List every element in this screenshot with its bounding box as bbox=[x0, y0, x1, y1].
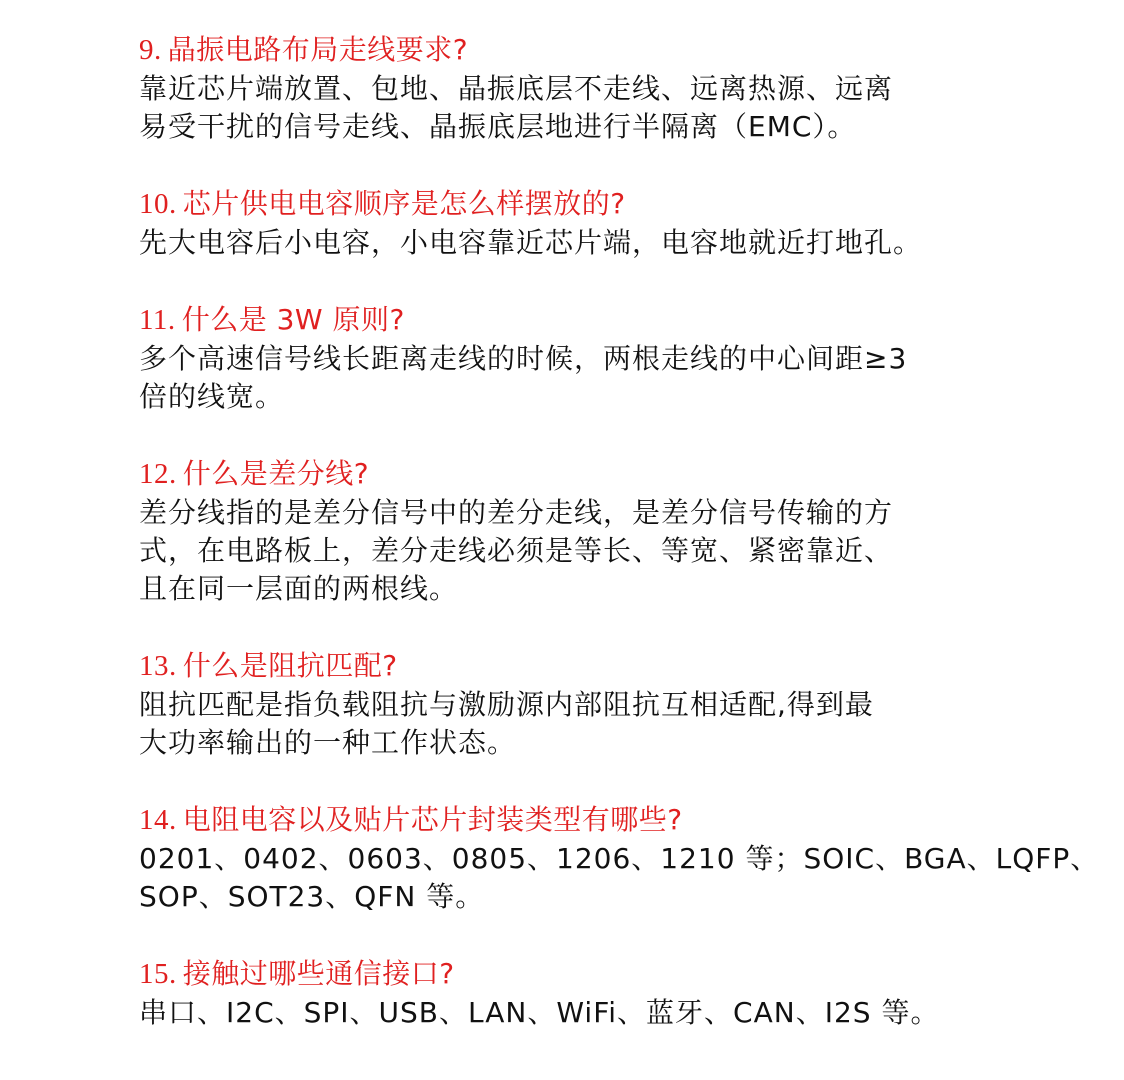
answer-line: 大功率输出的一种工作状态。 bbox=[139, 726, 517, 759]
qa-item-9 bbox=[139, 30, 1009, 146]
question-number: 12. bbox=[139, 458, 177, 490]
answer-text bbox=[139, 340, 1009, 416]
answer-line: 0201、0402、0603、0805、1206、1210 等；SOIC、BGA、LQFP、 bbox=[139, 842, 1100, 875]
question-heading bbox=[139, 300, 1009, 340]
qa-item-15 bbox=[139, 954, 1009, 1032]
question-number: 11. bbox=[139, 304, 176, 336]
answer-line: 串口、I2C、SPI、USB、LAN、WiFi、蓝牙、CAN、I2S 等。 bbox=[139, 996, 940, 1029]
answer-line: SOP、SOT23、QFN 等。 bbox=[139, 880, 485, 913]
answer-text bbox=[139, 70, 1009, 146]
question-text: 晶振电路布局走线要求? bbox=[167, 33, 469, 66]
answer-text bbox=[139, 494, 1009, 608]
question-number: 13. bbox=[139, 650, 177, 682]
answer-line: 易受干扰的信号走线、晶振底层地进行半隔离（EMC）。 bbox=[139, 110, 857, 143]
answer-line: 式，在电路板上，差分走线必须是等长、等宽、紧密靠近、 bbox=[139, 534, 894, 567]
question-text: 接触过哪些通信接口? bbox=[182, 957, 455, 990]
question-number: 9. bbox=[139, 34, 162, 66]
answer-line: 倍的线宽。 bbox=[139, 380, 285, 413]
answer-text bbox=[139, 224, 1009, 262]
question-heading bbox=[139, 646, 1009, 686]
question-text: 什么是差分线? bbox=[182, 457, 370, 490]
question-text: 电阻电容以及贴片芯片封装类型有哪些? bbox=[182, 803, 683, 836]
answer-line: 阻抗匹配是指负载阻抗与激励源内部阻抗互相适配,得到最 bbox=[139, 688, 874, 721]
question-text: 什么是 3W 原则? bbox=[181, 303, 405, 336]
answer-text bbox=[139, 686, 1009, 762]
answer-line: 多个高速信号线长距离走线的时候，两根走线的中心间距≥3 bbox=[139, 342, 908, 375]
question-number: 15. bbox=[139, 958, 177, 990]
answer-line: 且在同一层面的两根线。 bbox=[139, 572, 459, 605]
question-number: 14. bbox=[139, 804, 177, 836]
question-text: 芯片供电电容顺序是怎么样摆放的? bbox=[182, 187, 626, 220]
qa-item-10 bbox=[139, 184, 1009, 262]
qa-item-11 bbox=[139, 300, 1009, 416]
question-heading bbox=[139, 184, 1009, 224]
question-number: 10. bbox=[139, 188, 177, 220]
answer-line: 先大电容后小电容，小电容靠近芯片端，电容地就近打地孔。 bbox=[139, 226, 923, 259]
answer-text bbox=[139, 840, 1100, 916]
question-heading bbox=[139, 454, 1009, 494]
question-heading bbox=[139, 30, 1009, 70]
question-heading bbox=[139, 800, 1009, 840]
answer-line: 差分线指的是差分信号中的差分走线，是差分信号传输的方 bbox=[139, 496, 894, 529]
qa-item-13 bbox=[139, 646, 1009, 762]
question-text: 什么是阻抗匹配? bbox=[182, 649, 398, 682]
question-heading bbox=[139, 954, 1009, 994]
answer-text bbox=[139, 994, 1009, 1032]
qa-item-12 bbox=[139, 454, 1009, 608]
answer-line: 靠近芯片端放置、包地、晶振底层不走线、远离热源、远离 bbox=[139, 72, 894, 105]
document-body bbox=[139, 30, 1100, 1070]
qa-item-14 bbox=[139, 800, 1100, 916]
